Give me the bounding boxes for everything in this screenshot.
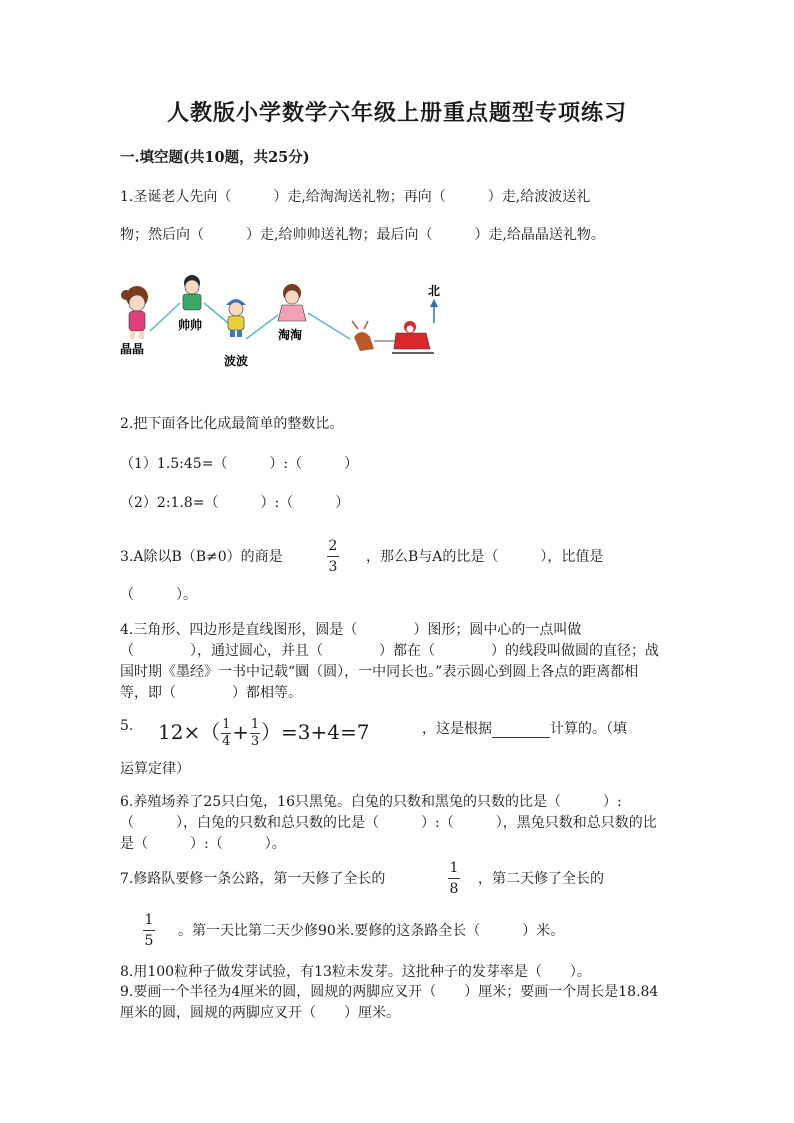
q3-fraction-numerator: 2	[328, 538, 338, 554]
q1-line1: 1.圣诞老人先向（ ）走,给淘淘送礼物；再向（ ）走,给波波送礼	[120, 189, 591, 205]
shuaishuai-label: 帅帅	[178, 318, 203, 332]
north-arrow-icon	[430, 299, 438, 323]
page-title: 人教版小学数学六年级上册重点题型专项练习	[166, 100, 627, 126]
q7-post: 。第一天比第二天少修90米.要修的这条路全长（ ）米。	[178, 923, 565, 939]
q2-item1: （1）1.5:45=（ ）:（ ）	[120, 456, 359, 472]
q1-line2: 物；然后向（ ）走,给帅帅送礼物；最后向（ ）走,给晶晶送礼物。	[120, 227, 605, 243]
q2-item2: （2）2:1.8=（ ）:（ ）	[120, 495, 350, 511]
taotao-label: 淘淘	[278, 328, 303, 342]
q6-text: 6.养殖场养了25只白兔，16只黑兔。白兔的只数和黑兔的只数的比是（ ）:（ ），白兔的只数和总只数的比是（ ）:（ ），黑兔只数和总只数的比是（ ）:（ ）。	[120, 794, 657, 852]
q7-pre: 7.修路队要修一条公路，第一天修了全长的	[120, 871, 386, 887]
q5-post: ，这是根据 计算的。（填	[422, 721, 627, 737]
q3-post: ，那么B与A的比是（ ），比值是	[366, 549, 604, 565]
q7-mid: ，第二天修了全长的	[478, 871, 604, 887]
q7-fraction-2: 1 5	[144, 912, 154, 949]
jingjing-label: 晶晶	[120, 342, 145, 356]
section-heading: 一.填空题(共10题，共25分)	[120, 149, 310, 166]
q5-answer-blank	[492, 723, 550, 738]
taotao-figure-icon	[278, 284, 306, 321]
q3-fraction	[327, 538, 339, 575]
q5-formula-post: ）=3+4=7	[260, 720, 370, 744]
q5-plus: +	[232, 720, 249, 744]
q3-line2: （ ）。	[120, 587, 197, 603]
north-label: 北	[428, 284, 441, 298]
q4-text: 4.三角形、四边形是直线图形，圆是（ ）图形；圆中心的一点叫做（ ），通过圆心，并且（ ）都在（ ）的线段叫做圆的直径；战国时期《墨经》一书中记载“圜（圆），一中同长也。”表示圆心到圆上各点的距离都相等，即（ ）都相等。	[120, 622, 659, 701]
q5-number: 5.	[120, 718, 134, 734]
q3-pre: 3.A除以B（B≠0）的商是	[120, 549, 283, 565]
q2-stem: 2.把下面各比化成最简单的整数比。	[120, 416, 344, 432]
q5-fraction-1: $\frac{1}{4}$	[222, 717, 231, 749]
q1-route-illustration	[112, 275, 452, 375]
jingjing-figure-icon	[121, 286, 148, 339]
shuaishuai-figure-icon	[183, 275, 201, 310]
q5-line2: 运算定律）	[120, 761, 190, 777]
q5-fraction-2: $\frac{1}{3}$	[250, 717, 260, 749]
q9-text: 9.要画一个半径为4厘米的圆，圆规的两脚应叉开（ ）厘米；要画一个周长是18.84厘米的圆，圆规的两脚应叉开（ ）厘米。	[120, 984, 659, 1021]
santa-sleigh-icon	[352, 321, 434, 353]
q5-formula-pre: 12×（	[158, 720, 221, 744]
q3-fraction-denominator: 3	[328, 559, 338, 575]
q8-text: 8.用100粒种子做发芽试验，有13粒未发芽。这批种子的发芽率是（ ）。	[120, 964, 591, 980]
q5-formula	[158, 716, 369, 749]
bobo-label: 波波	[224, 354, 249, 368]
bobo-figure-icon	[226, 299, 246, 337]
q7-fraction-1: 1 8	[449, 860, 459, 897]
